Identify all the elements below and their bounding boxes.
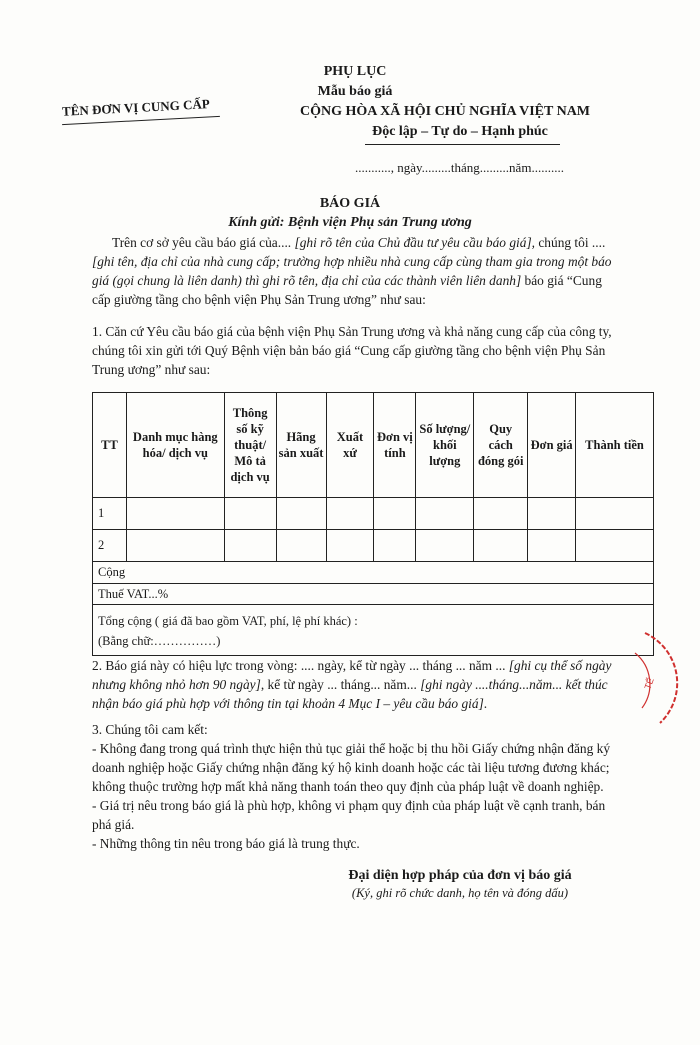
red-seal-stamp bbox=[620, 628, 700, 728]
recipient-line: Kính gửi: Bệnh viện Phụ sản Trung ương bbox=[228, 215, 472, 230]
total-label: Tổng cộng ( giá đã bao gồm VAT, phí, lệ phí khác) : bbox=[98, 614, 358, 628]
table-cell[interactable] bbox=[576, 498, 654, 530]
table-cell[interactable] bbox=[416, 530, 474, 562]
stamp-text: TẾ bbox=[642, 676, 656, 691]
appendix-title: PHỤ LỤC bbox=[323, 64, 387, 79]
motto-underline bbox=[365, 144, 560, 145]
sum-row bbox=[93, 562, 654, 584]
header-unit: Đơn vị tính bbox=[374, 393, 416, 498]
intro-text-2: chúng tôi .... bbox=[535, 235, 606, 250]
table-cell[interactable] bbox=[528, 530, 576, 562]
validity-note-2: [ghi ngày ....tháng...năm... kết thúc nhận báo giá phù hợp với thông tin tại khoản 4 Mục I – yêu cầu báo giá] bbox=[92, 677, 608, 711]
commitment-item: - Những thông tin nêu trong báo giá là trung thực. bbox=[92, 836, 360, 851]
amount-in-words: (Bằng chữ:……………) bbox=[98, 634, 221, 648]
commitment-item: - Giá trị nêu trong báo giá là phù hợp, không vi phạm quy định của pháp luật về cạnh tranh, bán phá giá. bbox=[92, 798, 606, 832]
row-number: 2 bbox=[93, 530, 127, 562]
table-cell[interactable] bbox=[374, 530, 416, 562]
validity-note-1: [ghi cụ thể số ngày nhưng không nhỏ hơn 90 ngày] bbox=[92, 658, 612, 692]
header-pack: Quy cách đóng gói bbox=[474, 393, 528, 498]
section-1-paragraph: 1. Căn cứ Yêu cầu báo giá của bệnh viện Phụ Sản Trung ương và khả năng cung cấp của công ty, chúng tôi xin gửi tới Quý Bệnh viện bản báo giá “Cung cấp giường tầng cho bệnh viện Phụ Sản Trung ương” như sau: bbox=[92, 324, 612, 377]
header-item: Danh mục hàng hóa/ dịch vụ bbox=[126, 393, 224, 498]
header-qty: Số lượng/ khối lượng bbox=[416, 393, 474, 498]
table-header-row bbox=[93, 393, 654, 498]
intro-text-1: Trên cơ sở yêu cầu báo giá của.... bbox=[112, 235, 295, 250]
table-cell[interactable] bbox=[474, 498, 528, 530]
table-cell[interactable] bbox=[416, 498, 474, 530]
table-cell[interactable] bbox=[126, 530, 224, 562]
validity-text-3: . bbox=[483, 696, 488, 711]
table-cell[interactable] bbox=[374, 498, 416, 530]
table-cell[interactable] bbox=[326, 498, 374, 530]
vat-row bbox=[93, 584, 654, 605]
quotation-table bbox=[92, 392, 654, 656]
row-number: 1 bbox=[93, 498, 127, 530]
document-title: BÁO GIÁ bbox=[319, 196, 381, 211]
total-row bbox=[93, 605, 654, 656]
appendix-subtitle: Mẫu báo giá bbox=[317, 84, 393, 99]
header-origin: Xuất xứ bbox=[326, 393, 374, 498]
table-row bbox=[93, 530, 654, 562]
signature-note: (Ký, ghi rõ chức danh, họ tên và đóng dấu) bbox=[351, 886, 569, 900]
date-line: ..........., ngày.........tháng.........năm.......... bbox=[355, 160, 564, 175]
section-2-paragraph bbox=[92, 656, 612, 713]
validity-text-2: , kể từ ngày ... tháng... năm... bbox=[260, 677, 421, 692]
table-cell[interactable] bbox=[528, 498, 576, 530]
table-cell[interactable] bbox=[326, 530, 374, 562]
table-cell[interactable] bbox=[276, 530, 326, 562]
intro-text-3: báo giá “Cung cấp giường tầng cho bệnh viện Phụ Sản Trung ương” như sau: bbox=[92, 273, 602, 307]
national-motto: Độc lập – Tự do – Hạnh phúc bbox=[372, 124, 548, 139]
country-name: CỘNG HÒA XÃ HỘI CHỦ NGHĨA VIỆT NAM bbox=[300, 104, 591, 119]
header-tt: TT bbox=[93, 393, 127, 498]
commitment-item: - Không đang trong quá trình thực hiện thủ tục giải thể hoặc bị thu hồi Giấy chứng nhận đăng ký doanh nghiệp hoặc Giấy chứng nhận đăng ký hộ kinh doanh hoặc các tài liệu tương đương khác; không thuộc trường hợp mất khả năng thanh toán theo quy định của pháp luật về doanh nghiệp. bbox=[92, 741, 611, 794]
header-brand: Hãng sản xuất bbox=[276, 393, 326, 498]
table-row bbox=[93, 498, 654, 530]
vat-label: Thuế VAT...% bbox=[93, 584, 654, 605]
commitments-heading: 3. Chúng tôi cam kết: bbox=[92, 722, 208, 737]
section-3-commitments bbox=[92, 720, 612, 853]
table-cell[interactable] bbox=[576, 530, 654, 562]
intro-paragraph bbox=[92, 233, 612, 309]
validity-text-1: 2. Báo giá này có hiệu lực trong vòng: .... ngày, kể từ ngày ... tháng ... năm ... bbox=[92, 658, 509, 673]
signature-title: Đại diện hợp pháp của đơn vị báo giá bbox=[348, 868, 572, 883]
total-cell bbox=[93, 605, 654, 656]
table-cell[interactable] bbox=[224, 530, 276, 562]
header-spec: Thông số kỹ thuật/ Mô tả dịch vụ bbox=[224, 393, 276, 498]
intro-note-2: [ghi tên, địa chỉ của nhà cung cấp; trường hợp nhiều nhà cung cấp cùng tham gia trong một báo giá (gọi chung là liên danh) thì ghi rõ tên, địa chỉ của các thành viên liên danh] bbox=[92, 254, 612, 288]
table-cell[interactable] bbox=[126, 498, 224, 530]
header-price: Đơn giá bbox=[528, 393, 576, 498]
intro-note-1: [ghi rõ tên của Chủ đầu tư yêu cầu báo giá], bbox=[294, 235, 536, 250]
header-amount: Thành tiền bbox=[576, 393, 654, 498]
table-cell[interactable] bbox=[224, 498, 276, 530]
table-cell[interactable] bbox=[474, 530, 528, 562]
sum-label: Cộng bbox=[93, 562, 654, 584]
table-cell[interactable] bbox=[276, 498, 326, 530]
supplier-unit-name: TÊN ĐƠN VỊ CUNG CẤP bbox=[61, 96, 211, 119]
